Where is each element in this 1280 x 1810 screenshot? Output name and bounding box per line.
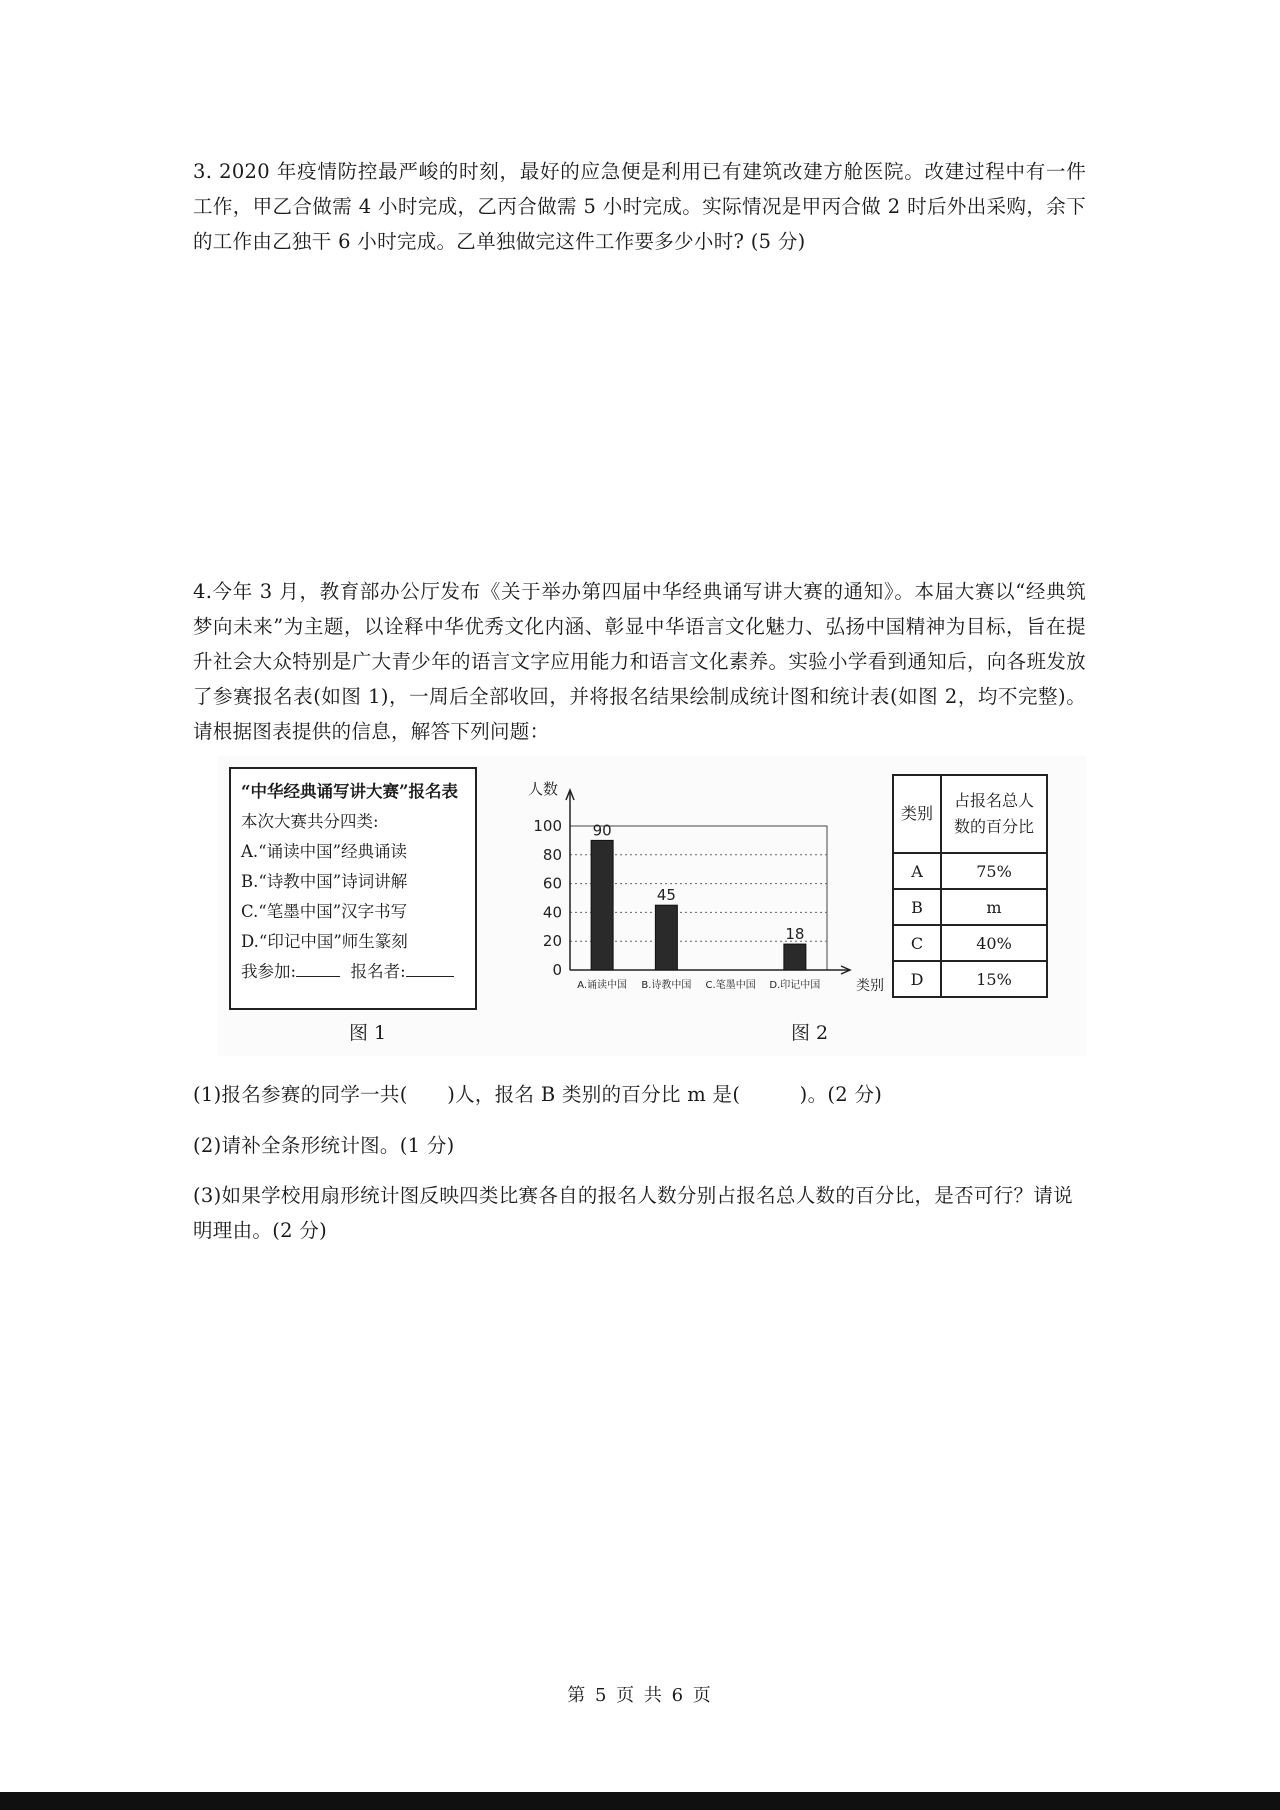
x-tick-label: D.印记中国 (769, 980, 821, 991)
y-tick-label: 20 (542, 932, 562, 951)
bar-data-label: 45 (656, 886, 676, 905)
form-title: “中华经典诵写讲大赛”报名表 (241, 782, 458, 801)
percentage-table (892, 774, 1048, 998)
y-axis-label: 人数 (527, 780, 558, 798)
table-row (893, 889, 1047, 925)
table-header-line-1: 占报名总人 (953, 791, 1034, 810)
y-tick-label: 40 (542, 903, 562, 922)
table-row (893, 961, 1047, 997)
x-axis-label: 类别 (856, 978, 884, 994)
table-cell-percentage: 75% (941, 853, 1047, 889)
page-footer: 第 5 页 共 6 页 (567, 1685, 713, 1706)
form-option-a: A.“诵读中国”经典诵读 (241, 842, 408, 861)
y-tick-label: 80 (542, 845, 562, 864)
bar-data-label: 18 (785, 925, 805, 944)
table-cell-category: B (893, 889, 941, 925)
signer-blank (406, 958, 454, 977)
form-intro: 本次大赛共分四类: (241, 812, 379, 831)
bar (784, 944, 806, 970)
signer-label: 报名者: (350, 962, 406, 981)
table-cell-category: A (893, 853, 941, 889)
scan-edge-bar (0, 1792, 1280, 1810)
join-blank (296, 958, 340, 977)
y-tick-label: 60 (542, 874, 562, 893)
y-tick-label: 100 (533, 817, 562, 835)
table-cell-percentage: m (941, 889, 1047, 925)
join-label: 我参加: (241, 962, 297, 981)
bar (591, 840, 613, 970)
form-signup-line (241, 957, 465, 987)
table-header-line-2: 数的百分比 (953, 817, 1034, 836)
registration-form (229, 767, 477, 1010)
form-option-b: B.“诗教中国”诗词讲解 (241, 872, 408, 891)
y-tick-label: 0 (552, 961, 562, 979)
sub-question-2: (2)请补全条形统计图。(1 分) (193, 1134, 455, 1157)
form-option-c: C.“笔墨中国”汉字书写 (241, 902, 408, 921)
table-cell-percentage: 15% (941, 961, 1047, 997)
bar (655, 905, 677, 970)
x-tick-label: A.诵读中国 (577, 980, 628, 991)
table-header-percentage (941, 775, 1047, 853)
table-cell-category: D (893, 961, 941, 997)
table-row (893, 925, 1047, 961)
question-3-text: 3. 2020 年疫情防控最严峻的时刻，最好的应急便是利用已有建筑改建方舱医院。改建过程中有一件工作，甲乙合做需 4 小时完成，乙丙合做需 5 小时完成。实际情况是甲丙合做 2 时后外出采购，余下的工作由乙独干 6 小时完成。乙单独做完这件工作要多少小时? (5 分) (193, 160, 1086, 253)
bar-chart (520, 770, 884, 1010)
question-4-text: 4.今年 3 月，教育部办公厅发布《关于举办第四届中华经典诵写讲大赛的通知》。本届大赛以“经典筑梦向未来”为主题，以诠释中华优秀文化内涵、彰显中华语言文化魅力、弘扬中国精神为目标，旨在提升社会大众特别是广大青少年的语言文字应用能力和语言文化素养。实验小学看到通知后，向各班发放了参赛报名表(如图 1)，一周后全部收回，并将报名结果绘制成统计图和统计表(如图 2，均不完整)。请根据图表提供的信息，解答下列问题： (193, 580, 1086, 743)
sub-question-1: (1)报名参赛的同学一共( )人，报名 B 类别的百分比 m 是( )。(2 分) (193, 1083, 883, 1106)
figure-2-caption: 图 2 (791, 1022, 829, 1044)
x-tick-label: C.笔墨中国 (705, 980, 756, 991)
bar-data-label: 90 (592, 821, 612, 840)
form-option-d: D.“印记中国”师生篆刻 (241, 932, 408, 951)
table-cell-percentage: 40% (941, 925, 1047, 961)
table-cell-category: C (893, 925, 941, 961)
sub-question-3: (3)如果学校用扇形统计图反映四类比赛各自的报名人数分别占报名总人数的百分比，是否可行？请说明理由。(2 分) (193, 1184, 1073, 1242)
figure-1-caption: 图 1 (349, 1022, 387, 1044)
x-tick-label: B.诗教中国 (641, 980, 692, 991)
table-header-category: 类别 (893, 775, 941, 853)
table-row (893, 853, 1047, 889)
